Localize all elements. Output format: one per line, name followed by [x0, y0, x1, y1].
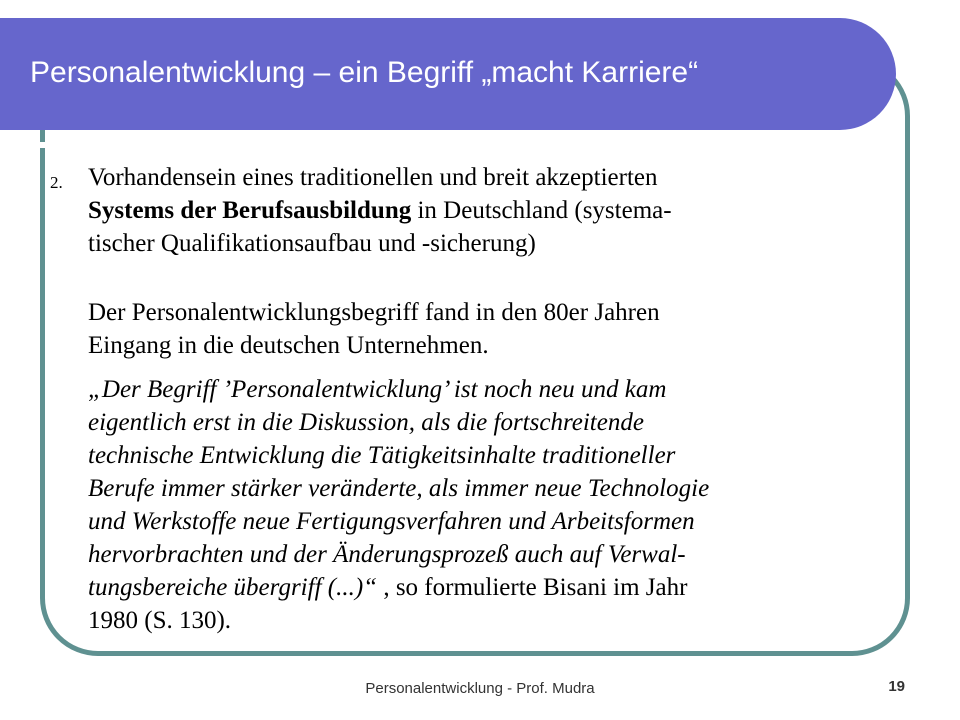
title-underline [0, 142, 848, 148]
paragraph-1-line-2 [88, 194, 672, 227]
item-number: 2. [50, 173, 63, 192]
paragraph-1-line-1: Vorhandensein eines traditionellen und breit akzeptierten [88, 164, 658, 191]
bold-term: Systems der Berufsausbildung [88, 197, 412, 224]
quote-line-4: Berufe immer stärker veränderte, als immer neue Technologie [88, 475, 710, 502]
slide-title: Personalentwicklung – ein Begriff „macht Karriere“ [30, 56, 699, 89]
quote-line-2: eigentlich erst in die Diskussion, als die fortschreitende [88, 409, 644, 436]
quote-final-line: 1980 (S. 130). [88, 607, 232, 634]
quote-line-7 [88, 571, 687, 604]
page-number: 19 [888, 678, 905, 695]
quote-line-6: hervorbrachten und der Änderungsprozeß auch auf Verwal- [88, 541, 686, 568]
paragraph-2-line-1: Der Personalentwicklungsbegriff fand in den 80er Jahren [88, 299, 660, 326]
footer-text: Personalentwicklung - Prof. Mudra [365, 680, 595, 697]
quote-line-1: „Der Begriff ’Personalentwicklung’ ist noch neu und kam [88, 376, 667, 403]
paragraph-1-line-3: tischer Qualifikationsaufbau und -sicherung) [88, 230, 536, 257]
paragraph-1-line-2-rest: in Deutschland (systema- [411, 197, 672, 224]
quote-line-7-italic: tungsbereiche übergriff (...)“ [88, 574, 378, 601]
quote-line-7-rest: , so formulierte Bisani im Jahr [377, 574, 688, 601]
quote-line-3: technische Entwicklung die Tätigkeitsinhalte traditioneller [88, 442, 676, 469]
quote-line-5: und Werkstoffe neue Fertigungsverfahren und Arbeitsformen [88, 508, 695, 535]
paragraph-2-line-2: Eingang in die deutschen Unternehmen. [88, 332, 489, 359]
